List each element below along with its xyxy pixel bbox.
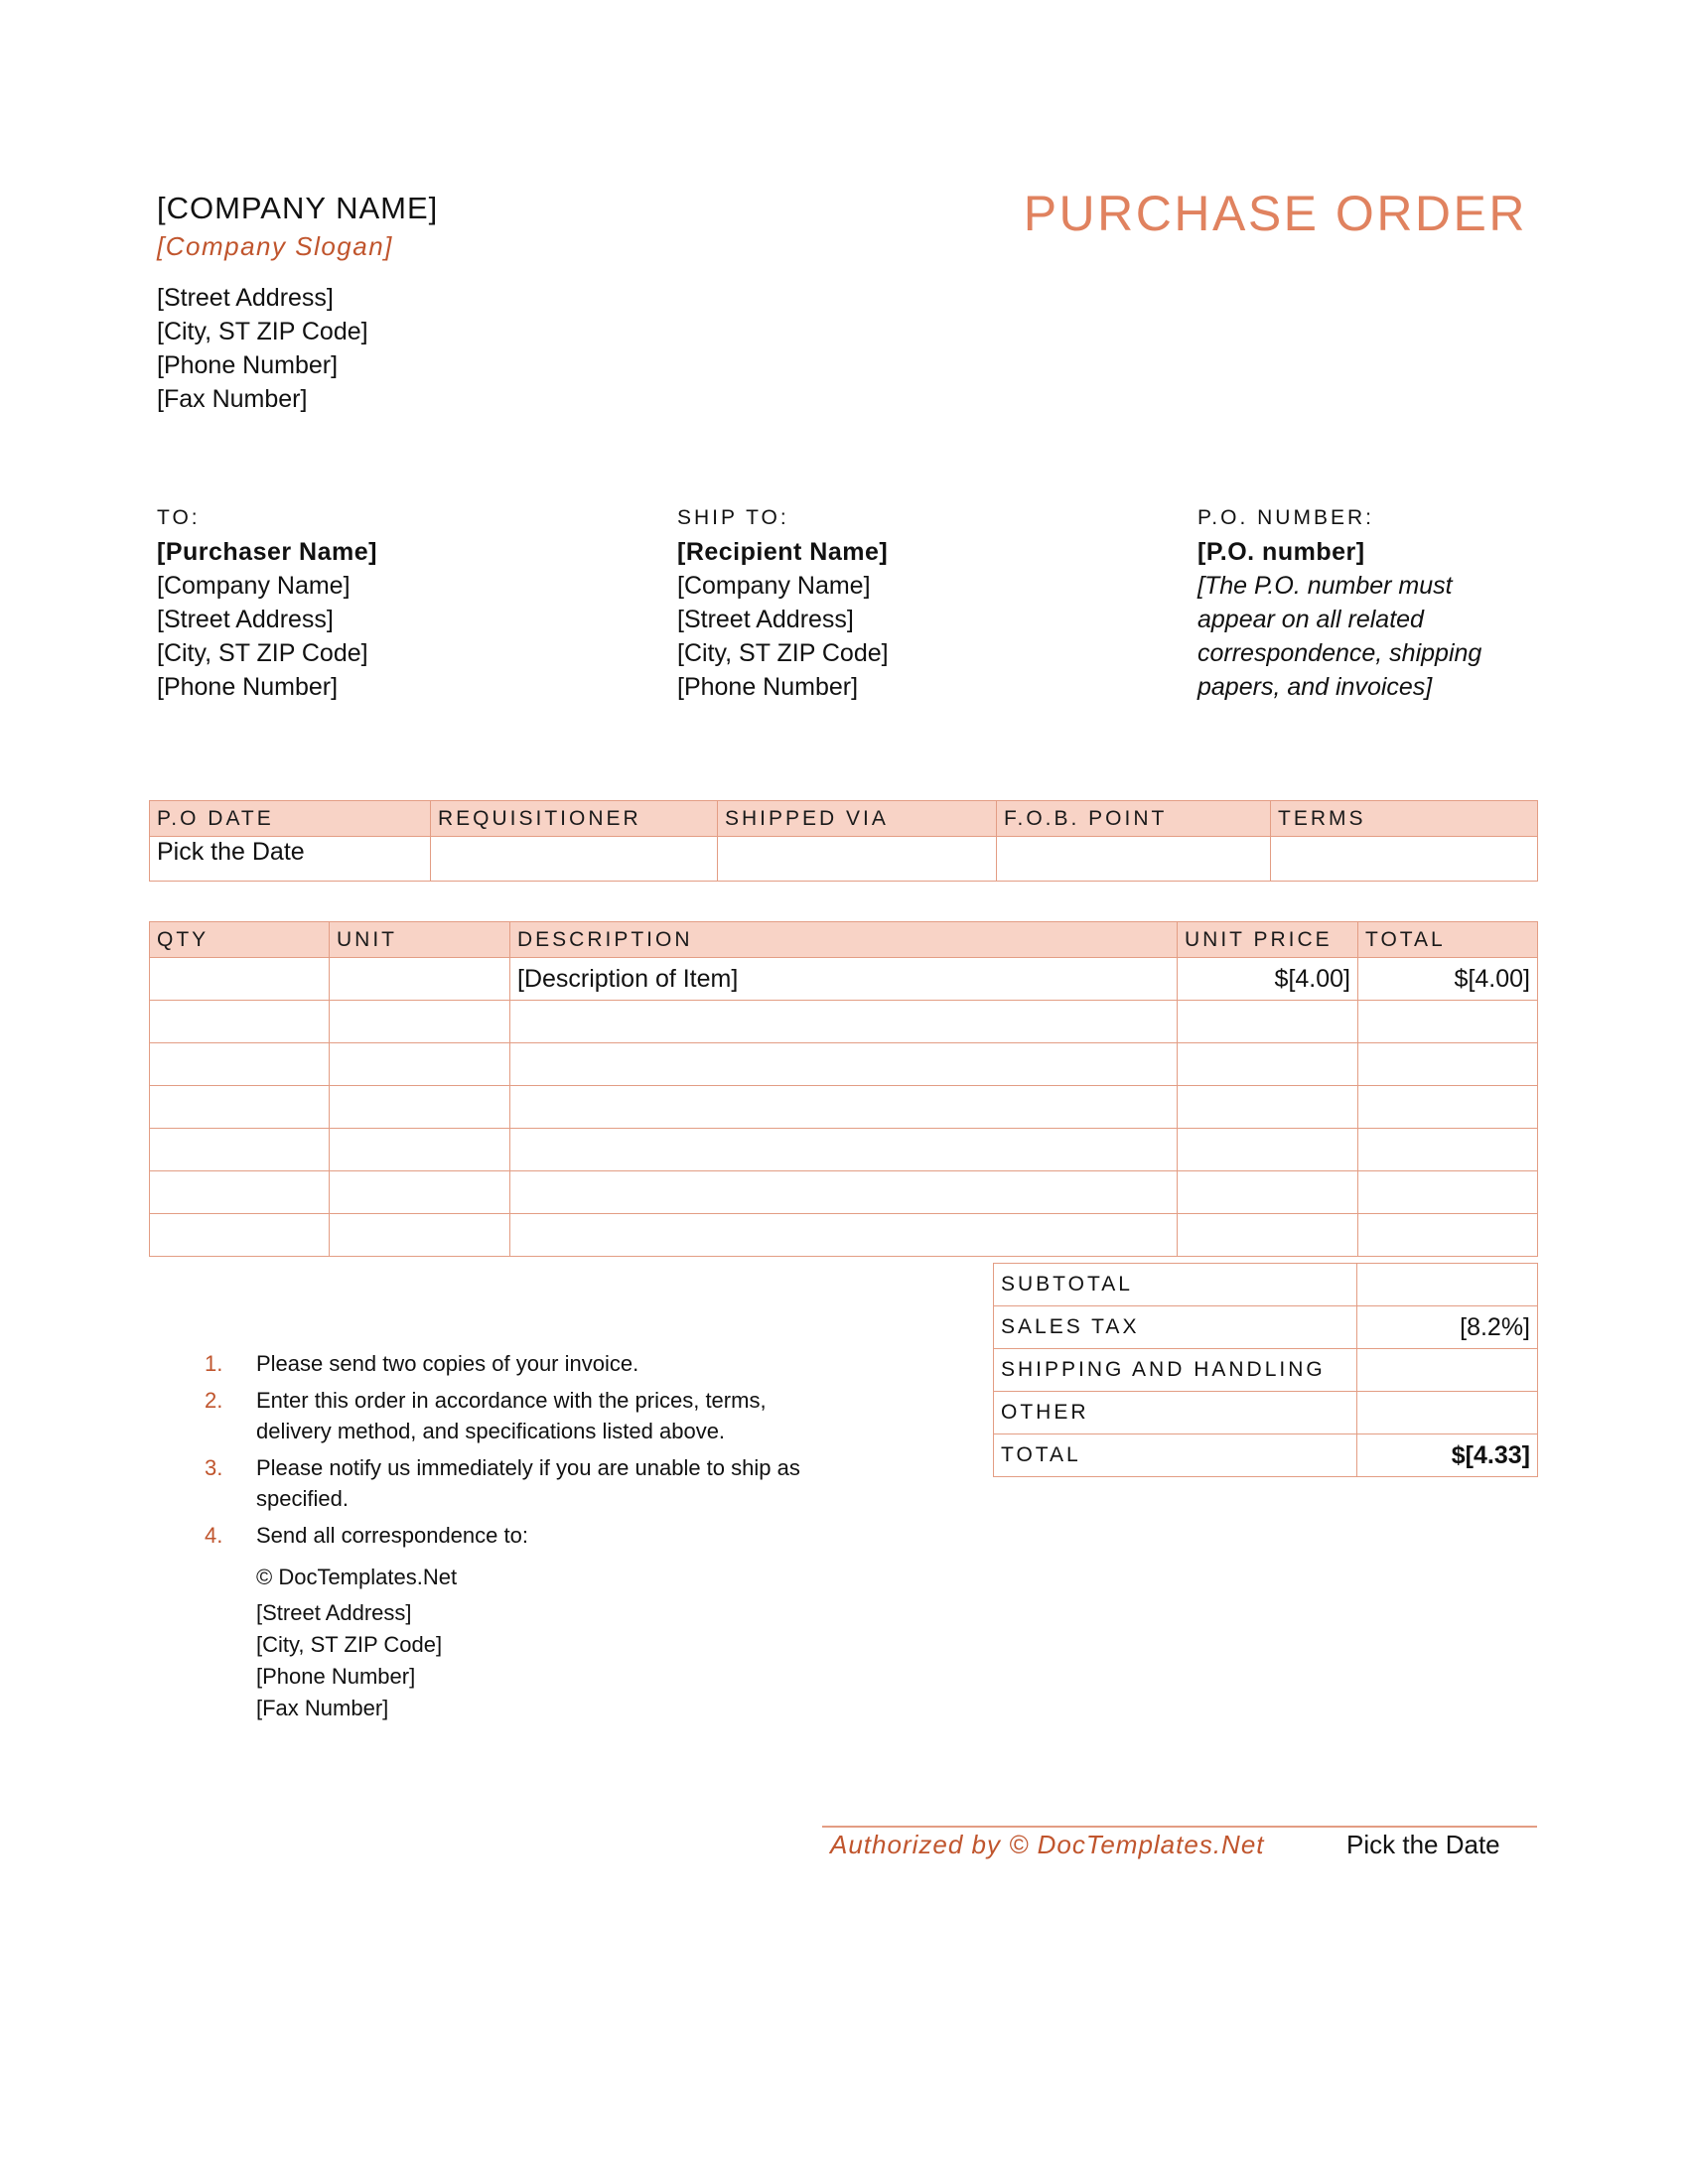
to-phone[interactable]: [Phone Number] <box>157 673 339 701</box>
other-value[interactable] <box>1357 1392 1538 1434</box>
unit-header: UNIT <box>330 922 510 958</box>
po-note-line: papers, and invoices] <box>1197 673 1433 701</box>
subtotal-row <box>994 1264 1538 1306</box>
totals-table <box>993 1263 1538 1477</box>
line-items-table <box>149 921 1538 1257</box>
unit-price-cell[interactable] <box>1178 1043 1358 1086</box>
company-slogan: [Company Slogan] <box>157 231 393 261</box>
line-total-cell[interactable] <box>1358 1043 1538 1086</box>
ship-to-city[interactable]: [City, ST ZIP Code] <box>677 639 889 667</box>
po-date-header: P.O DATE <box>150 801 431 837</box>
sales-tax-value[interactable]: [8.2%] <box>1357 1306 1538 1349</box>
terms-header: TERMS <box>1271 801 1538 837</box>
ship-to-company[interactable]: [Company Name] <box>677 572 871 600</box>
company-name: [COMPANY NAME] <box>157 191 439 225</box>
unit-price-cell[interactable] <box>1178 1214 1358 1257</box>
qty-cell[interactable] <box>150 958 330 1001</box>
table-row <box>150 1171 1538 1214</box>
line-total-cell[interactable] <box>1358 1129 1538 1171</box>
unit-cell[interactable] <box>330 1171 510 1214</box>
line-total-cell[interactable] <box>1358 1001 1538 1043</box>
purchaser-name[interactable]: [Purchaser Name] <box>157 538 377 566</box>
unit-price-cell[interactable] <box>1178 1001 1358 1043</box>
total-header: TOTAL <box>1358 922 1538 958</box>
po-number[interactable]: [P.O. number] <box>1197 538 1365 566</box>
unit-price-cell[interactable] <box>1178 1086 1358 1129</box>
contact-phone: [Phone Number] <box>256 1664 416 1689</box>
table-row <box>150 1043 1538 1086</box>
signature-line <box>822 1826 1537 1828</box>
list-text: Please send two copies of your invoice. <box>256 1351 639 1376</box>
list-number: 4. <box>205 1523 223 1548</box>
po-number-block <box>1197 501 1515 704</box>
to-company[interactable]: [Company Name] <box>157 572 351 600</box>
table-row <box>150 958 1538 1001</box>
fob-point-header: F.O.B. POINT <box>997 801 1271 837</box>
recipient-name[interactable]: [Recipient Name] <box>677 538 889 566</box>
company-city: [City, ST ZIP Code] <box>157 318 368 345</box>
contact-street: [Street Address] <box>256 1600 412 1625</box>
line-total-cell[interactable] <box>1358 1086 1538 1129</box>
list-text: Send all correspondence to: <box>256 1523 528 1548</box>
list-number: 1. <box>205 1351 223 1376</box>
table-row <box>150 1129 1538 1171</box>
description-cell[interactable] <box>510 1043 1178 1086</box>
list-item <box>205 1348 840 1379</box>
list-text: Please notify us immediately if you are unable to ship as specified. <box>256 1455 800 1511</box>
sales-tax-label: SALES TAX <box>994 1306 1357 1349</box>
line-total-cell[interactable] <box>1358 1214 1538 1257</box>
qty-header: QTY <box>150 922 330 958</box>
po-heading: P.O. NUMBER: <box>1197 506 1374 529</box>
shipping-row <box>994 1349 1538 1392</box>
order-info-table <box>149 800 1538 882</box>
contact-fax: [Fax Number] <box>256 1696 389 1720</box>
other-row <box>994 1392 1538 1434</box>
fob-point-cell[interactable] <box>997 837 1271 882</box>
qty-cell[interactable] <box>150 1171 330 1214</box>
to-block <box>157 501 377 704</box>
to-city[interactable]: [City, ST ZIP Code] <box>157 639 368 667</box>
subtotal-value[interactable] <box>1357 1264 1538 1306</box>
unit-cell[interactable] <box>330 1043 510 1086</box>
po-note-line: [The P.O. number must <box>1197 572 1453 600</box>
other-label: OTHER <box>994 1392 1357 1434</box>
line-total-cell[interactable]: $[4.00] <box>1358 958 1538 1001</box>
contact-city: [City, ST ZIP Code] <box>256 1632 443 1657</box>
unit-price-cell[interactable] <box>1178 1129 1358 1171</box>
shipped-via-header: SHIPPED VIA <box>718 801 997 837</box>
table-row <box>150 1214 1538 1257</box>
description-cell[interactable] <box>510 1129 1178 1171</box>
shipping-label: SHIPPING AND HANDLING <box>994 1349 1357 1392</box>
grand-total-label: TOTAL <box>994 1434 1357 1477</box>
table-row <box>150 1001 1538 1043</box>
grand-total-row <box>994 1434 1538 1477</box>
description-header: DESCRIPTION <box>510 922 1178 958</box>
unit-cell[interactable] <box>330 1001 510 1043</box>
shipping-value[interactable] <box>1357 1349 1538 1392</box>
po-date-cell[interactable]: Pick the Date <box>150 837 431 882</box>
list-text: Enter this order in accordance with the prices, terms, delivery method, and specifications listed above. <box>256 1388 767 1443</box>
ship-to-heading: SHIP TO: <box>677 506 789 529</box>
shipped-via-cell[interactable] <box>718 837 997 882</box>
unit-cell[interactable] <box>330 1086 510 1129</box>
qty-cell[interactable] <box>150 1086 330 1129</box>
document-title: PURCHASE ORDER <box>1023 186 1527 241</box>
company-street: [Street Address] <box>157 284 334 312</box>
po-note-line: correspondence, shipping <box>1197 639 1482 667</box>
unit-cell[interactable] <box>330 958 510 1001</box>
grand-total-value[interactable]: $[4.33] <box>1357 1434 1538 1477</box>
subtotal-label: SUBTOTAL <box>994 1264 1357 1306</box>
description-cell[interactable] <box>510 1214 1178 1257</box>
list-number: 2. <box>205 1388 223 1413</box>
unit-price-header: UNIT PRICE <box>1178 922 1358 958</box>
list-number: 3. <box>205 1455 223 1480</box>
table-row <box>150 1086 1538 1129</box>
sales-tax-row <box>994 1306 1538 1349</box>
po-note-line: appear on all related <box>1197 606 1424 633</box>
to-heading: TO: <box>157 506 201 529</box>
list-item <box>205 1452 840 1514</box>
description-cell[interactable] <box>510 1001 1178 1043</box>
qty-cell[interactable] <box>150 1214 330 1257</box>
requisitioner-header: REQUISITIONER <box>431 801 718 837</box>
contact-company: © DocTemplates.Net <box>256 1565 458 1589</box>
ship-to-phone[interactable]: [Phone Number] <box>677 673 859 701</box>
correspondence-address <box>256 1562 457 1724</box>
requisitioner-cell[interactable] <box>431 837 718 882</box>
company-phone: [Phone Number] <box>157 351 339 379</box>
company-address <box>157 281 368 416</box>
qty-cell[interactable] <box>150 1043 330 1086</box>
unit-cell[interactable] <box>330 1214 510 1257</box>
company-fax: [Fax Number] <box>157 385 308 413</box>
qty-cell[interactable] <box>150 1001 330 1043</box>
ship-to-street[interactable]: [Street Address] <box>677 606 854 633</box>
ship-to-block <box>677 501 889 704</box>
signature-date[interactable]: Pick the Date <box>1346 1830 1500 1859</box>
description-cell[interactable] <box>510 1086 1178 1129</box>
authorized-by: Authorized by © DocTemplates.Net <box>830 1830 1265 1859</box>
terms-cell[interactable] <box>1271 837 1538 882</box>
line-total-cell[interactable] <box>1358 1171 1538 1214</box>
qty-cell[interactable] <box>150 1129 330 1171</box>
description-cell[interactable]: [Description of Item] <box>510 958 1178 1001</box>
description-cell[interactable] <box>510 1171 1178 1214</box>
unit-cell[interactable] <box>330 1129 510 1171</box>
unit-price-cell[interactable] <box>1178 1171 1358 1214</box>
to-street[interactable]: [Street Address] <box>157 606 334 633</box>
unit-price-cell[interactable]: $[4.00] <box>1178 958 1358 1001</box>
list-item <box>205 1520 840 1551</box>
instructions-list <box>205 1348 840 1557</box>
list-item <box>205 1385 840 1446</box>
